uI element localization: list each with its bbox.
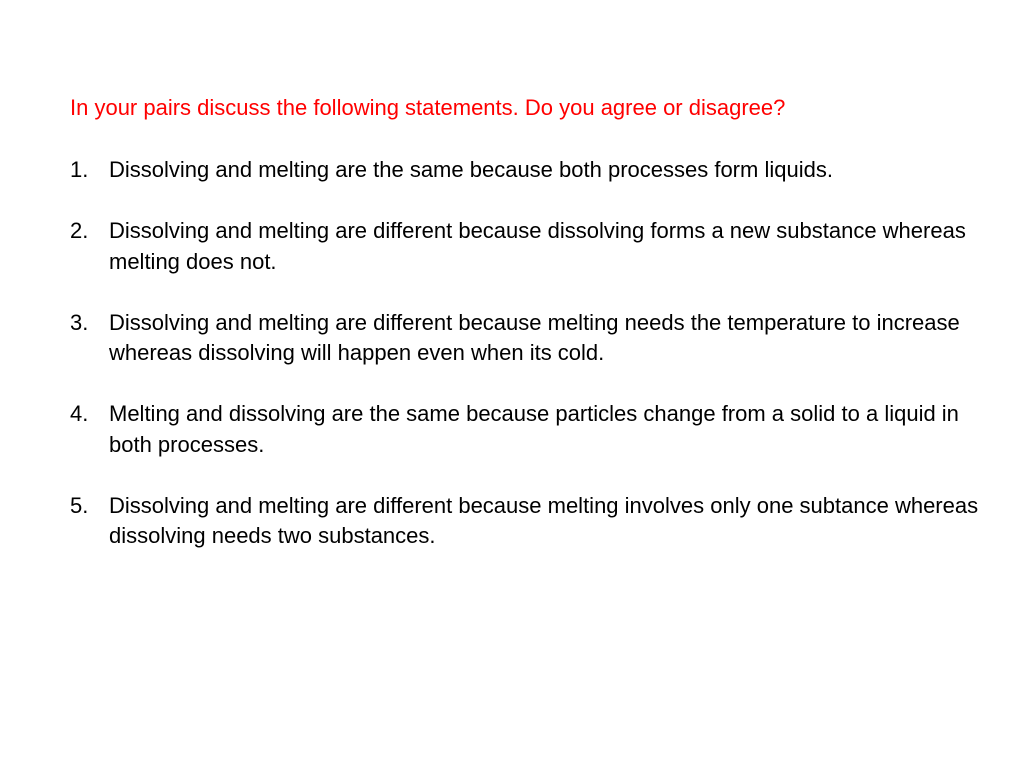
statement-number: 4. [70,401,89,426]
statement-text: Dissolving and melting are different because dissolving forms a new substance whereas melting does not. [109,218,966,274]
statement-text: Dissolving and melting are different because melting involves only one subtance whereas dissolving needs two substances. [109,492,979,548]
statement-number: 3. [70,309,89,335]
statement-list [70,155,1005,582]
statement-item [70,399,1005,460]
statement-number: 1. [70,157,89,182]
statement-item [70,216,1005,277]
statement-number: 5. [70,492,89,518]
prompt-text: In your pairs discuss the following statements. Do you agree or disagree? [70,95,786,120]
statement-text: Dissolving and melting are different because melting needs the temperature to increase whereas dissolving will happen even when its cold. [109,309,960,365]
statement-number: 2. [70,218,89,243]
statement-text: Dissolving and melting are the same because both processes form liquids. [109,157,833,182]
statement-item [70,308,1005,369]
statement-item [70,491,1005,552]
statement-text: Melting and dissolving are the same because particles change from a solid to a liquid in both processes. [109,401,959,457]
statement-item [70,155,1005,186]
